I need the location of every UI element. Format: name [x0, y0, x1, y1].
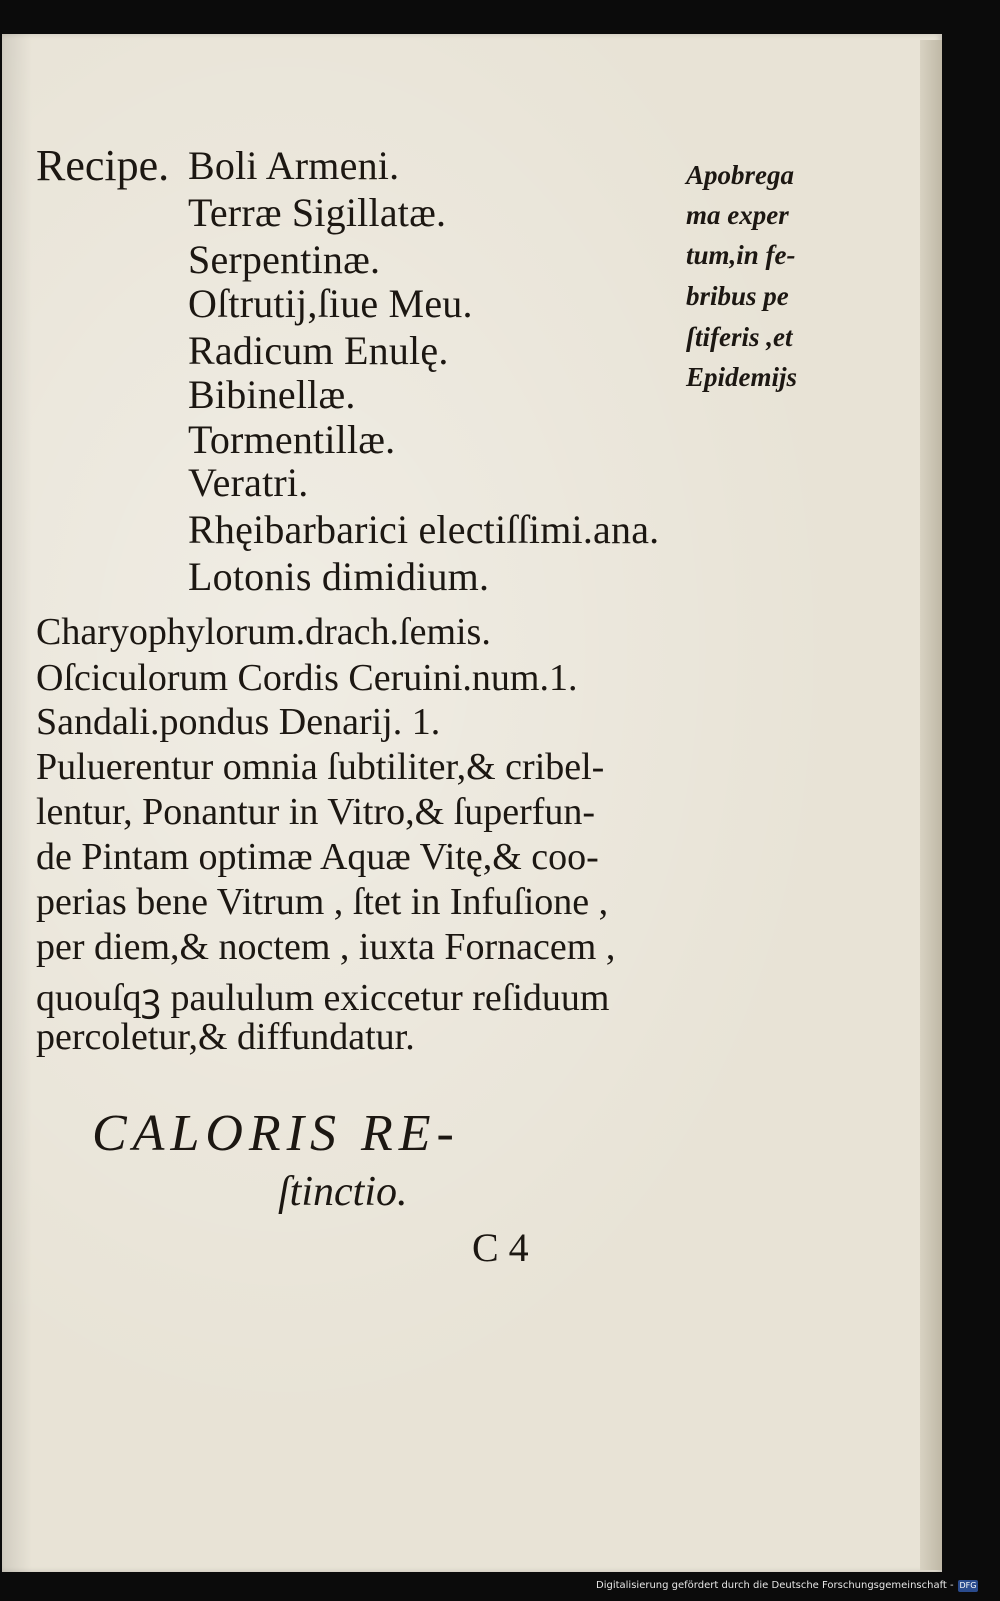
ingredient-line: Bibinellæ.	[188, 372, 356, 417]
text-line: Sandali.pondus Denarij. 1.	[36, 701, 441, 743]
text-line: percoletur,& diffundatur.	[36, 1016, 415, 1058]
section-heading-continuation: ſtinctio.	[278, 1169, 408, 1215]
text-line: Oſciculorum Cordis Ceruini.num.1.	[36, 657, 578, 699]
text-line: perias bene Vitrum , ſtet in Infuſione ,	[36, 881, 609, 923]
ingredient-line: Terræ Sigillatæ.	[188, 190, 447, 235]
text-line: Charyophylorum.drach.ſemis.	[36, 611, 491, 653]
ingredient-line: Boli Armeni.	[188, 143, 400, 188]
text-line: per diem,& noctem , iuxta Fornacem ,	[36, 926, 616, 968]
margin-note-line: ma exper	[686, 200, 789, 230]
margin-note-line: Epidemijs	[686, 362, 798, 392]
text-line: quouſqꝫ paululum exiccetur reſiduum	[36, 977, 610, 1019]
ingredient-line: Oſtrutij,ſiue Meu.	[188, 281, 473, 326]
ingredient-line: Serpentinæ.	[188, 237, 381, 282]
text-line: Puluerentur omnia ſubtiliter,& cribel-	[36, 746, 605, 788]
ingredient-line: Radicum Enulę.	[188, 328, 449, 373]
margin-note-line: bribus pe	[686, 281, 789, 311]
dfg-logo: DFG	[959, 1581, 977, 1590]
margin-note-line: Apobrega	[686, 160, 794, 190]
signature-mark: C 4	[472, 1225, 529, 1270]
section-heading: CALORIS RE-	[92, 1105, 460, 1162]
ingredient-line: Veratri.	[188, 460, 309, 505]
footer-credit: Digitalisierung gefördert durch die Deutsche Forschungsgemeinschaft -	[596, 1580, 954, 1591]
ingredient-line: Lotonis dimidium.	[188, 554, 490, 599]
ingredient-line: Tormentillæ.	[188, 417, 396, 462]
page-edge	[920, 40, 942, 1570]
text-line: de Pintam optimæ Aquæ Vitę,& coo-	[36, 836, 599, 878]
text-line: lentur, Ponantur in Vitro,& ſuperfun-	[36, 791, 596, 833]
recipe-label: Recipe.	[36, 141, 170, 190]
margin-note-line: ſtiferis ,et	[686, 322, 793, 352]
ingredient-line: Rhęibarbarici electiſſimi.ana.	[188, 507, 660, 552]
margin-note-line: tum,in fe-	[686, 240, 796, 270]
